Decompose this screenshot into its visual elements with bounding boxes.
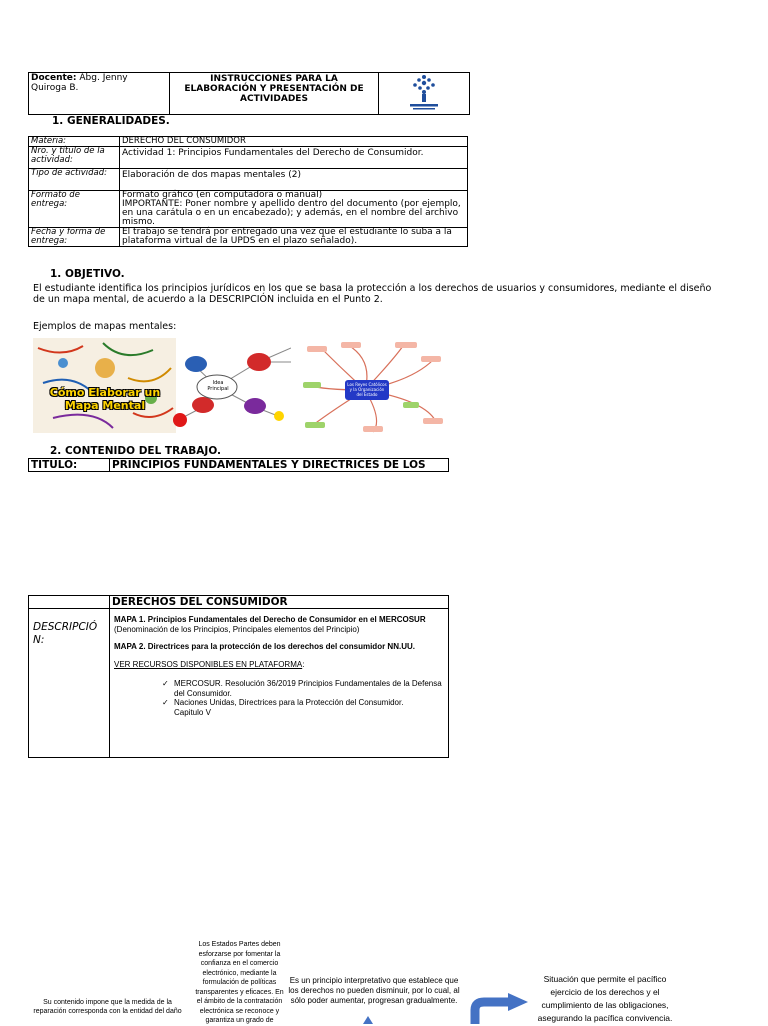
example-image-2 <box>163 342 291 434</box>
recursos-link[interactable]: VER RECURSOS DISPONIBLES EN PLATAFORMA <box>114 659 303 669</box>
example-image-1 <box>33 338 176 433</box>
concept-text-4: Situación que permite el pacífico ejercicio de los derechos y el cumplimiento de las obligaciones, asegurando la pacífica convivencia. <box>537 974 673 1023</box>
bent-arrowhead-icon <box>508 993 528 1011</box>
titulo-label: TITULO: <box>29 459 110 472</box>
university-logo <box>402 73 446 111</box>
table-row <box>29 137 468 147</box>
recursos-link-line: VER RECURSOS DISPONIBLES EN PLATAFORMA: <box>114 659 305 669</box>
header-table <box>28 72 470 115</box>
generalidades-heading: 1. GENERALIDADES. <box>52 115 170 127</box>
check-icon: ✓ <box>162 679 169 688</box>
desc-empty-cell <box>29 596 110 609</box>
mapa1-text: MAPA 1. Principios Fundamentales del Derecho de Consumidor en el MERCOSUR (Denominación de los Principios, Principales elementos del Principio) <box>114 615 426 634</box>
formato-line-1: Formato gráfico (en computadora o manual) <box>122 190 323 200</box>
table-row <box>29 191 468 228</box>
example-caption: Cómo Elaborar un Mapa Mental <box>49 386 161 412</box>
row-label: Tipo de actividad: <box>29 169 120 191</box>
objetivo-text: El estudiante identifica los principios jurídicos en los que se basa la protección a los derechos de usuarios y consumidores, mediante el diseño de un mapa mental, de acuerdo a la DESCRIPCIÓN incluida en el Punto 2. <box>33 283 712 305</box>
docente-cell <box>29 73 170 115</box>
table-row <box>29 169 468 191</box>
up-arrowhead-icon <box>363 1016 373 1024</box>
row-value: El trabajo se tendrá por entregado una vez que el estudiante lo suba a la plataforma virtual de la UPDS en el plazo señalado). <box>120 228 468 247</box>
contenido-heading: 2. CONTENIDO DEL TRABAJO. <box>50 445 222 457</box>
examples-label: Ejemplos de mapas mentales: <box>33 321 177 332</box>
docente-label: Docente: <box>31 73 77 83</box>
descripcion-table <box>28 595 449 758</box>
row-value: Elaboración de dos mapas mentales (2) <box>120 169 468 191</box>
formato-line-2: IMPORTANTE: Poner nombre y apellido dentro del documento (por ejemplo, en una carátula o en un encabezado); y además, en el nombre del archivo mismo. <box>122 199 461 227</box>
table-row <box>29 147 468 169</box>
titulo-table <box>28 458 449 472</box>
generalidades-table <box>28 136 468 247</box>
docente-name-2: Quiroga B. <box>31 83 79 93</box>
bent-arrow-icon <box>475 1002 510 1024</box>
row-label: Fecha y forma de entrega: <box>29 228 120 247</box>
logo-cell <box>379 73 470 115</box>
concept-text-2: Los Estados Partes deben esforzarse por fomentar la confianza en el comercio electrónico, mediante la formulación de políticas transparentes y eficaces. En el ámbito de la contratación electrónica se reconoce y garantiza un grado de <box>195 941 284 1024</box>
docente-name: Abg. Jenny <box>79 73 128 83</box>
example-image-3 <box>303 340 443 435</box>
desc-label: DESCRIPCIÓN: <box>29 609 110 758</box>
objetivo-heading: 1. OBJETIVO. <box>50 268 125 280</box>
table-row <box>29 228 468 247</box>
row-label: Formato de entrega: <box>29 191 120 228</box>
example-center-label: Idea Principal <box>207 380 229 392</box>
row-value: DERECHO DEL CONSUMIDOR <box>120 137 468 147</box>
row-value <box>120 191 468 228</box>
concept-text-3: Es un principio interpretativo que establece que los derechos no pueden disminuir, por lo cual, al sólo poder aumentar, progresan gradualmente. <box>288 976 460 1005</box>
row-label: Materia: <box>29 137 120 147</box>
desc-header: DERECHOS DEL CONSUMIDOR <box>110 596 449 609</box>
doc-title: INSTRUCCIONES PARA LA ELABORACIÓN Y PRESENTACIÓN DE ACTIVIDADES <box>170 73 379 115</box>
check-icon: ✓ <box>162 698 169 707</box>
connector-arrows <box>360 990 540 1024</box>
desc-body <box>110 609 449 758</box>
row-label: Nro. y título de la actividad: <box>29 147 120 169</box>
resource-item: ✓ Naciones Unidas, Directrices para la Protección del Consumidor. Capitulo V <box>162 698 404 717</box>
concept-text-1: Su contenido impone que la medida de la reparación corresponda con la entidad del daño <box>33 999 182 1015</box>
example-center-label: Los Reyes Católicos y la Organización del Estado <box>347 382 387 397</box>
titulo-value: PRINCIPIOS FUNDAMENTALES Y DIRECTRICES DE LOS <box>110 459 449 472</box>
resource-item: ✓ MERCOSUR. Resolución 36/2019 Principios Fundamentales de la Defensa del Consumidor. <box>162 679 442 698</box>
row-value: Actividad 1: Principios Fundamentales del Derecho de Consumidor. <box>120 147 468 169</box>
mapa2-text: MAPA 2. Directrices para la protección de los derechos del consumidor NN.UU. <box>114 642 415 651</box>
